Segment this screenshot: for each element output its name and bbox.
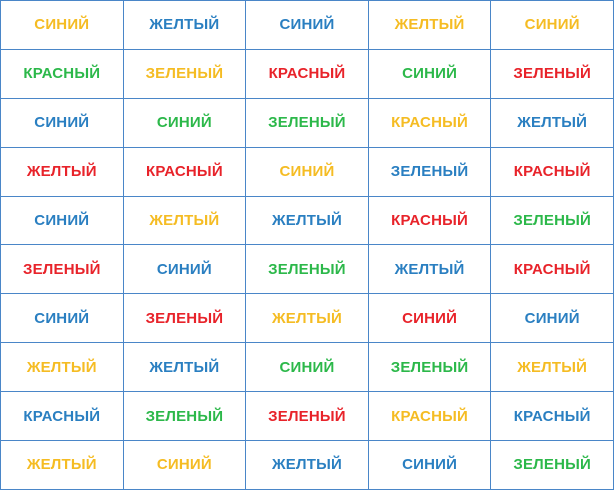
color-word-cell[interactable]: ЖЕЛТЫЙ (123, 1, 246, 50)
color-word-cell[interactable]: ЗЕЛЕНЫЙ (491, 196, 614, 245)
color-word-cell[interactable]: СИНИЙ (1, 1, 124, 50)
color-word-cell[interactable]: ЖЕЛТЫЙ (123, 343, 246, 392)
color-word-cell[interactable]: ЗЕЛЕНЫЙ (368, 343, 491, 392)
table-row (1, 49, 614, 98)
color-word-cell[interactable]: ЖЕЛТЫЙ (246, 294, 369, 343)
color-word-cell[interactable]: КРАСНЫЙ (491, 147, 614, 196)
color-word-cell[interactable]: ЖЕЛТЫЙ (491, 98, 614, 147)
color-word-cell[interactable]: ЗЕЛЕНЫЙ (491, 49, 614, 98)
table-row (1, 441, 614, 490)
color-word-cell[interactable]: КРАСНЫЙ (246, 49, 369, 98)
color-word-cell[interactable]: ЗЕЛЕНЫЙ (123, 49, 246, 98)
color-word-cell[interactable]: ЖЕЛТЫЙ (123, 196, 246, 245)
color-word-cell[interactable]: КРАСНЫЙ (491, 392, 614, 441)
color-word-cell[interactable]: СИНИЙ (123, 98, 246, 147)
color-word-cell[interactable]: ЗЕЛЕНЫЙ (123, 294, 246, 343)
color-word-cell[interactable]: СИНИЙ (368, 49, 491, 98)
color-word-cell[interactable]: КРАСНЫЙ (491, 245, 614, 294)
stroop-grid-body (1, 1, 614, 490)
color-word-cell[interactable]: СИНИЙ (1, 196, 124, 245)
color-word-cell[interactable]: ЖЕЛТЫЙ (491, 343, 614, 392)
color-word-cell[interactable]: ЖЕЛТЫЙ (246, 441, 369, 490)
color-word-cell[interactable]: ЖЕЛТЫЙ (246, 196, 369, 245)
table-row (1, 392, 614, 441)
color-word-cell[interactable]: СИНИЙ (246, 343, 369, 392)
color-word-cell[interactable]: СИНИЙ (1, 294, 124, 343)
color-word-cell[interactable]: КРАСНЫЙ (1, 392, 124, 441)
color-word-cell[interactable]: ЗЕЛЕНЫЙ (1, 245, 124, 294)
color-word-cell[interactable]: ЗЕЛЕНЫЙ (246, 245, 369, 294)
color-word-cell[interactable]: ЖЕЛТЫЙ (1, 147, 124, 196)
color-word-cell[interactable]: СИНИЙ (1, 98, 124, 147)
color-word-cell[interactable]: СИНИЙ (368, 441, 491, 490)
color-word-cell[interactable]: СИНИЙ (123, 245, 246, 294)
color-word-cell[interactable]: СИНИЙ (246, 1, 369, 50)
color-word-cell[interactable]: СИНИЙ (491, 294, 614, 343)
color-word-cell[interactable]: ЗЕЛЕНЫЙ (491, 441, 614, 490)
table-row (1, 294, 614, 343)
color-word-cell[interactable]: ЗЕЛЕНЫЙ (246, 392, 369, 441)
color-word-cell[interactable]: СИНИЙ (368, 294, 491, 343)
color-word-cell[interactable]: СИНИЙ (491, 1, 614, 50)
color-word-cell[interactable]: КРАСНЫЙ (368, 392, 491, 441)
table-row (1, 98, 614, 147)
color-word-cell[interactable]: ЗЕЛЕНЫЙ (246, 98, 369, 147)
color-word-cell[interactable]: ЖЕЛТЫЙ (368, 245, 491, 294)
color-word-cell[interactable]: КРАСНЫЙ (368, 196, 491, 245)
color-word-cell[interactable]: ЖЕЛТЫЙ (1, 441, 124, 490)
color-word-cell[interactable]: ЖЕЛТЫЙ (368, 1, 491, 50)
color-word-cell[interactable]: СИНИЙ (246, 147, 369, 196)
table-row (1, 343, 614, 392)
color-word-cell[interactable]: ЗЕЛЕНЫЙ (123, 392, 246, 441)
table-row (1, 196, 614, 245)
color-word-cell[interactable]: ЗЕЛЕНЫЙ (368, 147, 491, 196)
color-word-cell[interactable]: СИНИЙ (123, 441, 246, 490)
table-row (1, 147, 614, 196)
table-row (1, 1, 614, 50)
color-word-cell[interactable]: ЖЕЛТЫЙ (1, 343, 124, 392)
color-word-cell[interactable]: КРАСНЫЙ (123, 147, 246, 196)
table-row (1, 245, 614, 294)
color-word-cell[interactable]: КРАСНЫЙ (368, 98, 491, 147)
color-word-cell[interactable]: КРАСНЫЙ (1, 49, 124, 98)
